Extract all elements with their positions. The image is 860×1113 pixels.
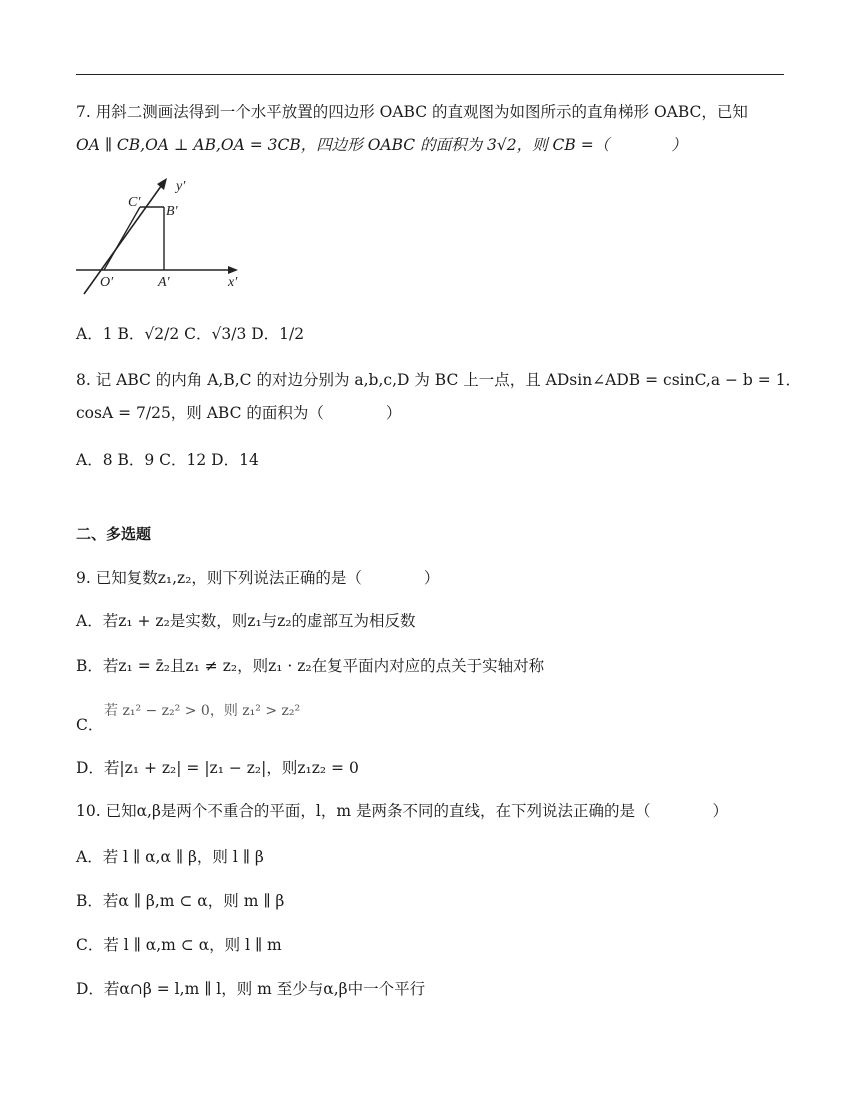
q9-option-d: D．若|z₁ + z₂| = |z₁ − z₂|，则z₁z₂ = 0 <box>76 759 359 777</box>
q8-options: A．8 B．9 C．12 D．14 <box>76 451 259 469</box>
header-rule <box>76 74 784 75</box>
x-axis-arrow-icon <box>228 266 238 274</box>
section-title: 二、多选题 <box>76 525 152 543</box>
side-co <box>104 207 140 270</box>
q9-option-b: B．若z₁ = z̄₂且z₁ ≠ z₂，则z₁ · z₂在复平面内对应的点关于实轴对称 <box>76 657 545 675</box>
q7-options: A．1 B．√2/2 C．√3/3 D．1/2 <box>76 325 305 343</box>
label-b: B′ <box>166 204 178 219</box>
q7-stem-line2: OA ∥ CB,OA ⊥ AB,OA = 3CB，四边形 OABC 的面积为 3√2，则 CB =（ ） <box>76 136 687 154</box>
q9-option-c-image: 若 z₁² − z₂² > 0，则 z₁² > z₂² <box>104 703 301 719</box>
q7-figure <box>72 170 252 300</box>
q9-option-a: A．若z₁ + z₂是实数，则z₁与z₂的虚部互为相反数 <box>76 612 416 630</box>
q7-stem-line1: 7. 用斜二测画法得到一个水平放置的四边形 OABC 的直观图为如图所示的直角梯形 OABC，已知 <box>76 103 748 121</box>
q8-stem-line2: cosA = 7/25，则 ABC 的面积为（ ） <box>76 404 402 422</box>
label-y: y′ <box>176 179 186 194</box>
q9-stem: 9. 已知复数z₁,z₂，则下列说法正确的是（ ） <box>76 569 440 587</box>
q10-option-a: A．若 l ∥ α,α ∥ β，则 l ∥ β <box>76 848 264 866</box>
y-axis <box>84 182 164 294</box>
y-axis-arrow-icon <box>157 178 167 190</box>
label-c: C′ <box>128 195 141 210</box>
q10-option-b: B．若α ∥ β,m ⊂ α，则 m ∥ β <box>76 892 285 910</box>
q10-stem: 10. 已知α,β是两个不重合的平面，l，m 是两条不同的直线，在下列说法正确的是（ ） <box>76 802 729 820</box>
label-a: A′ <box>158 275 170 290</box>
q8-stem-line1: 8. 记 ABC 的内角 A,B,C 的对边分别为 a,b,c,D 为 BC 上一点，且 ADsin∠ADB = csinC,a − b = 1． <box>76 371 802 389</box>
q9-option-c-label: C． <box>76 716 104 734</box>
label-o: O′ <box>100 275 114 290</box>
label-x: x′ <box>228 275 238 290</box>
q10-option-c: C．若 l ∥ α,m ⊂ α，则 l ∥ m <box>76 936 282 954</box>
q10-option-d: D．若α∩β = l,m ∥ l，则 m 至少与α,β中一个平行 <box>76 980 426 998</box>
